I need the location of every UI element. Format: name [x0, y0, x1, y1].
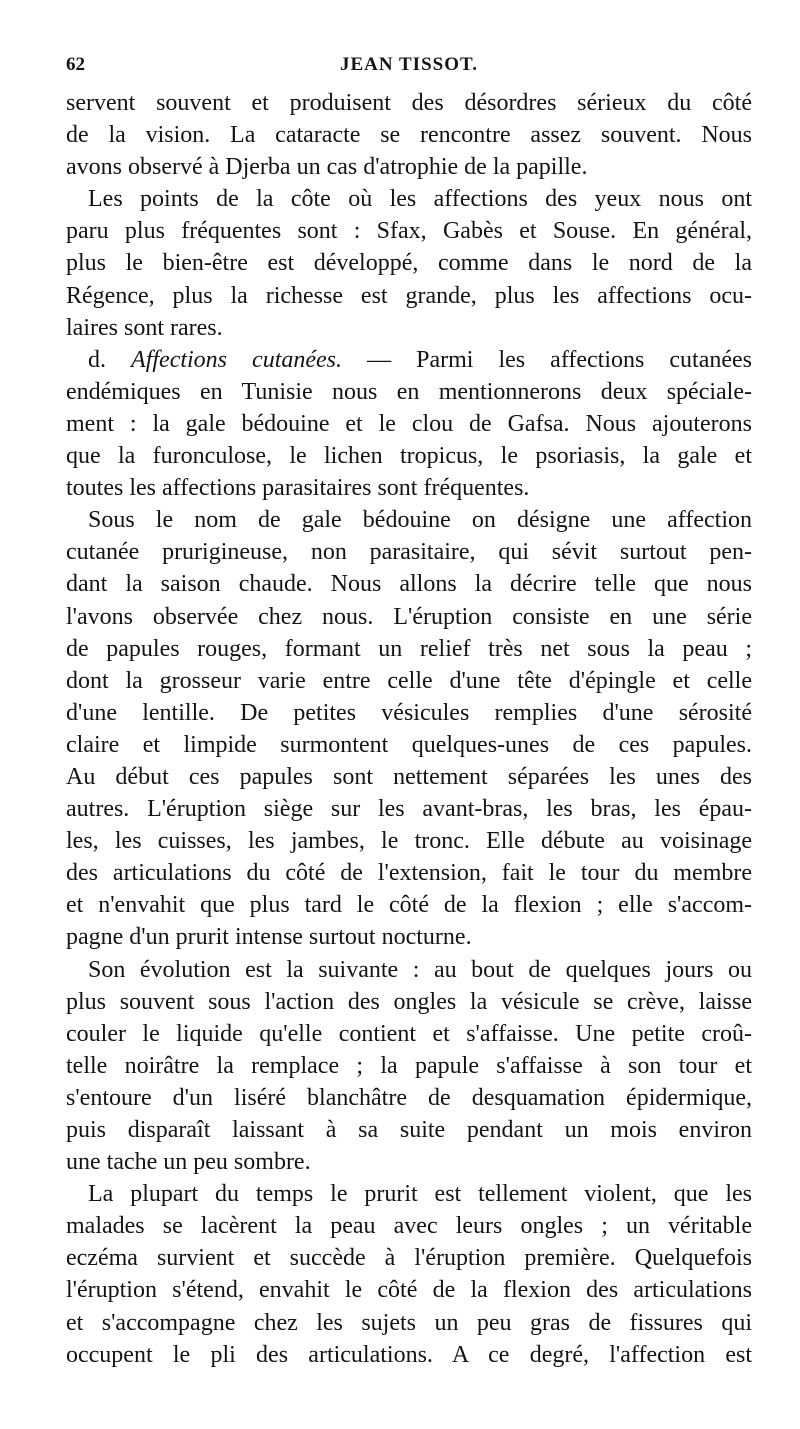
section-heading-line: [66, 344, 752, 376]
body-text: [66, 87, 752, 1371]
text-line: telle noirâtre la remplace ; la papule s'affaisse à son tour et: [66, 1052, 752, 1079]
text-line: Régence, plus la richesse est grande, plus les affections ocu-: [66, 282, 752, 309]
section-title: Affections cutanées.: [131, 346, 343, 373]
text-line: plus le bien-être est développé, comme dans le nord de la: [66, 250, 752, 277]
text-line: puis disparaît laissant à sa suite pendant un mois environ: [66, 1117, 752, 1143]
text-line: que la furonculose, le lichen tropicus, le psoriasis, la gale et: [66, 443, 752, 470]
text-line: Les points de la côte où les affections des yeux nous ont: [88, 186, 752, 213]
text-line: et n'envahit que plus tard le côté de la flexion ; elle s'accom-: [66, 892, 752, 919]
text-line: pagne d'un prurit intense surtout nocturne.: [66, 924, 472, 951]
text-line: claire et limpide surmontent quelques-unes de ces papules.: [66, 731, 752, 758]
text-line: paru plus fréquentes sont : Sfax, Gabès et Souse. En général,: [66, 218, 752, 245]
text-line: s'entoure d'un liséré blanchâtre de desquamation épidermique,: [66, 1084, 752, 1111]
text-line: dant la saison chaude. Nous allons la décrire telle que nous: [66, 571, 752, 598]
text-line: avons observé à Djerba un cas d'atrophie de la papille.: [66, 154, 588, 181]
text-line: malades se lacèrent la peau avec leurs ongles ; un véritable: [66, 1213, 752, 1240]
text-line: couler le liquide qu'elle contient et s'affaisse. Une petite croû-: [66, 1020, 752, 1047]
text-line: occupent le pli des articulations. A ce degré, l'affection est: [66, 1341, 752, 1368]
text-line: et s'accompagne chez les sujets un peu gras de fissures qui: [66, 1309, 752, 1336]
page-number: 62: [66, 54, 85, 75]
text-line: laires sont rares.: [66, 314, 223, 341]
text-line: La plupart du temps le prurit est tellement violent, que les: [88, 1181, 752, 1208]
text-line: une tache un peu sombre.: [66, 1149, 311, 1176]
text-line: plus souvent sous l'action des ongles la vésicule se crève, laisse: [66, 988, 752, 1015]
text-line: les, les cuisses, les jambes, le tronc. Elle débute au voisinage: [66, 828, 752, 855]
text-line: de papules rouges, formant un relief très net sous la peau ;: [66, 635, 752, 662]
text-line: d'une lentille. De petites vésicules remplies d'une sérosité: [66, 699, 752, 726]
text-line: endémiques en Tunisie nous en mentionnerons deux spéciale-: [66, 378, 752, 405]
section-heading-rest: — Parmi les affections cutanées: [367, 346, 752, 373]
text-line: cutanée prurigineuse, non parasitaire, qui sévit surtout pen-: [66, 539, 752, 566]
text-line: des articulations du côté de l'extension, fait le tour du membre: [66, 860, 752, 887]
text-line: servent souvent et produisent des désordres sérieux du côté: [66, 90, 752, 116]
text-line: autres. L'éruption siège sur les avant-bras, les bras, les épau-: [66, 796, 752, 823]
text-line: dont la grosseur varie entre celle d'une tête d'épingle et celle: [66, 667, 752, 694]
text-line: toutes les affections parasitaires sont fréquentes.: [66, 475, 530, 502]
section-letter: d.: [88, 346, 106, 373]
text-line: de la vision. La cataracte se rencontre assez souvent. Nous: [66, 122, 752, 149]
text-line: Son évolution est la suivante : au bout de quelques jours ou: [88, 956, 752, 983]
text-line: l'avons observée chez nous. L'éruption consiste en une série: [66, 603, 752, 630]
text-line: ment : la gale bédouine et le clou de Gafsa. Nous ajouterons: [66, 410, 752, 437]
running-title: JEAN TISSOT.: [339, 54, 478, 75]
text-line: eczéma survient et succède à l'éruption première. Quelquefois: [66, 1245, 752, 1272]
text-line: Au début ces papules sont nettement séparées les unes des: [66, 763, 752, 790]
text-line: Sous le nom de gale bédouine on désigne une affection: [88, 507, 752, 534]
text-line: l'éruption s'étend, envahit le côté de la flexion des articulations: [66, 1277, 752, 1304]
running-head: [66, 54, 752, 80]
